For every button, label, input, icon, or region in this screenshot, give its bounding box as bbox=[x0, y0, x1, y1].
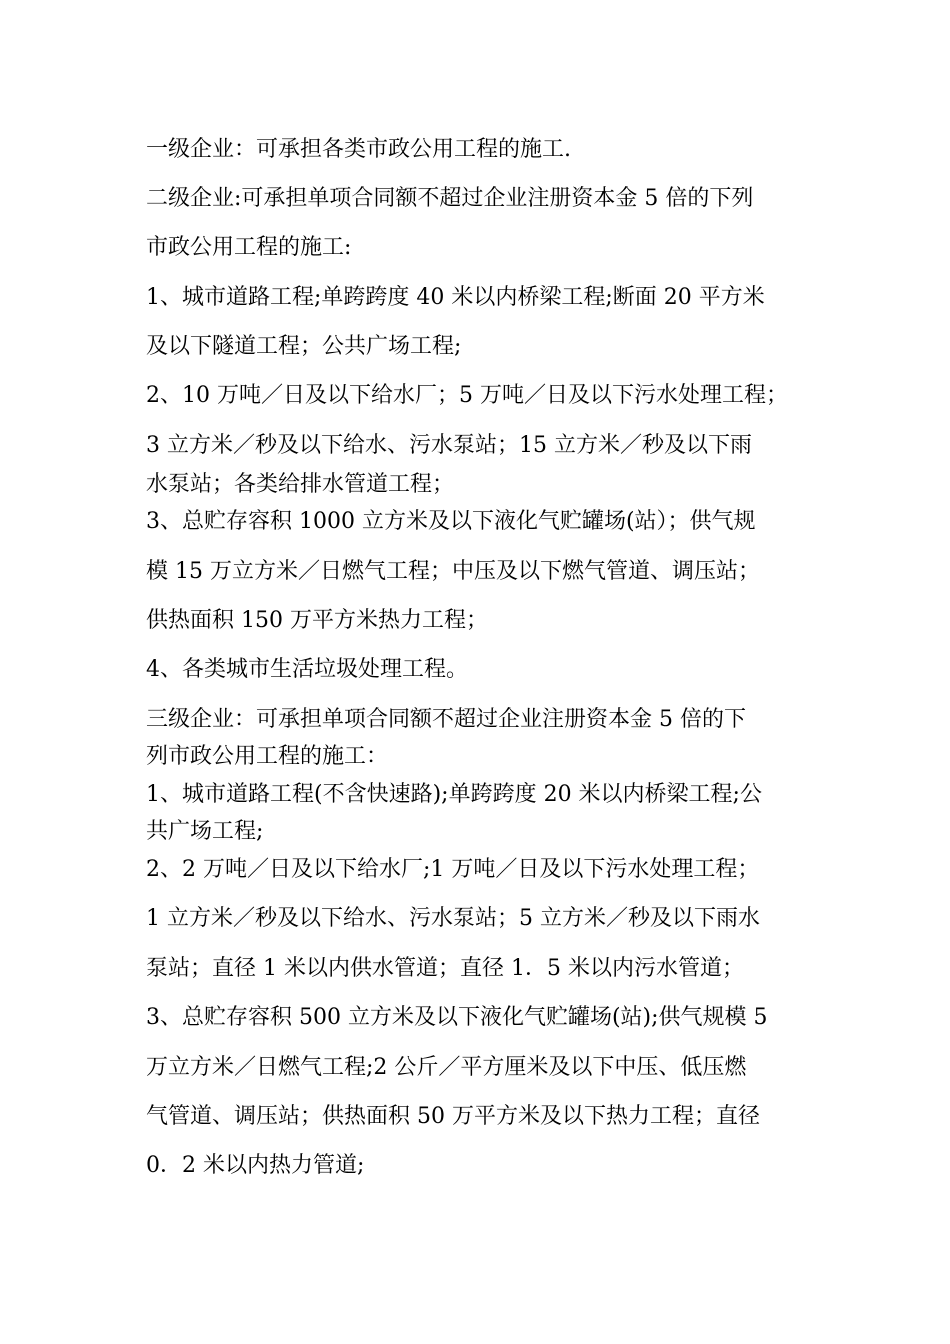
text-line: 4、各类城市生活垃圾处理工程。 bbox=[146, 657, 468, 682]
text-line: 2、10 万吨／日及以下给水厂；5 万吨／日及以下污水处理工程； bbox=[146, 383, 788, 408]
text-line: 二级企业:可承担单项合同额不超过企业注册资本金 5 倍的下列 bbox=[146, 186, 754, 211]
text-line: 万立方米／日燃气工程;2 公斤／平方厘米及以下中压、低压燃 bbox=[146, 1055, 747, 1080]
text-line: 3 立方米／秒及以下给水、污水泵站；15 立方米／秒及以下雨 bbox=[146, 433, 752, 458]
text-line: 三级企业：可承担单项合同额不超过企业注册资本金 5 倍的下 bbox=[146, 707, 746, 732]
text-line: 泵站；直径 1 米以内供水管道；直径 1．5 米以内污水管道； bbox=[146, 956, 744, 981]
text-line: 2、2 万吨／日及以下给水厂;1 万吨／日及以下污水处理工程； bbox=[146, 857, 760, 882]
text-line: 3、总贮存容积 1000 立方米及以下液化气贮罐场(站）；供气规 bbox=[146, 509, 756, 534]
text-line: 共广场工程; bbox=[146, 819, 264, 844]
text-line: 水泵站；各类给排水管道工程； bbox=[146, 472, 455, 497]
text-line: 及以下隧道工程；公共广场工程; bbox=[146, 334, 462, 359]
text-line: 供热面积 150 万平方米热力工程； bbox=[146, 608, 488, 633]
text-line: 模 15 万立方米／日燃气工程；中压及以下燃气管道、调压站； bbox=[146, 559, 760, 584]
text-line: 1、城市道路工程;单跨跨度 40 米以内桥梁工程;断面 20 平方米 bbox=[146, 285, 765, 310]
text-line: 列市政公用工程的施工： bbox=[146, 744, 389, 769]
text-line: 1 立方米／秒及以下给水、污水泵站；5 立方米／秒及以下雨水 bbox=[146, 906, 760, 931]
text-line: 1、城市道路工程(不含快速路);单跨跨度 20 米以内桥梁工程;公 bbox=[146, 782, 762, 807]
text-line: 0．2 米以内热力管道; bbox=[146, 1153, 365, 1178]
text-line: 一级企业：可承担各类市政公用工程的施工. bbox=[146, 137, 571, 162]
text-line: 3、总贮存容积 500 立方米及以下液化气贮罐场(站);供气规模 5 bbox=[146, 1005, 768, 1030]
text-line: 市政公用工程的施工: bbox=[146, 235, 352, 260]
text-line: 气管道、调压站；供热面积 50 万平方米及以下热力工程；直径 bbox=[146, 1104, 760, 1129]
